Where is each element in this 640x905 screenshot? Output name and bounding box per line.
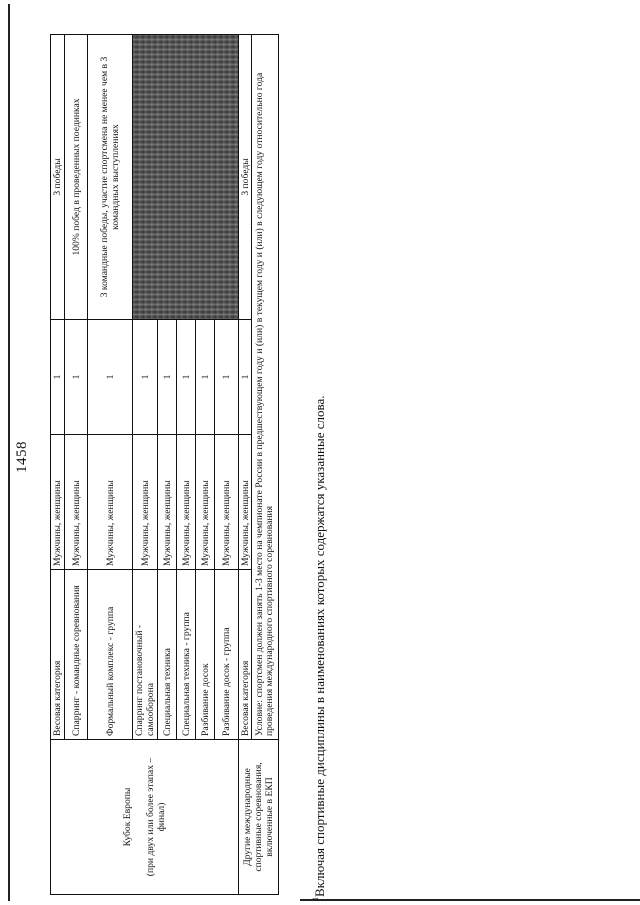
footnote-text: Включая спортивные дисциплины в наименованиях которых содержатся указанные слова. <box>312 395 327 897</box>
result-cell: 3 победы <box>239 35 252 320</box>
gender-cell: Мужчины, женщины <box>65 435 88 570</box>
result-cell: 100% побед в проведенных поединках <box>65 35 88 320</box>
gender-cell: Мужчины, женщины <box>51 435 65 570</box>
count-cell: 1 <box>158 320 177 435</box>
gender-cell: Мужчины, женщины <box>88 435 133 570</box>
discipline-cell: Разбивание досок - группа <box>215 570 239 740</box>
footnote-marker: 1 <box>311 897 320 901</box>
result-cell: 3 командные победы, участие спортсмена не менее чем в 3 командных выступлениях <box>88 35 133 320</box>
rotated-page-content <box>14 35 327 901</box>
count-cell: 1 <box>196 320 215 435</box>
event-europe-cup: Кубок Европы (при двух или более этапах – финал) <box>51 740 239 895</box>
condition-cell: Условие: спортсмен должен занять 1-3 место на чемпионате России в предшествующем году и (или) в текущем году и (или) в следующем году относительно года проведения международного спортивного соревнования <box>252 35 279 740</box>
page-left-border <box>8 4 10 901</box>
footnote <box>312 41 328 901</box>
discipline-cell: Весовая категория <box>51 570 65 740</box>
gender-cell: Мужчины, женщины <box>215 435 239 570</box>
count-cell: 1 <box>177 320 196 435</box>
gender-cell: Мужчины, женщины <box>133 435 158 570</box>
gender-cell: Мужчины, женщины <box>158 435 177 570</box>
count-cell: 1 <box>215 320 239 435</box>
discipline-cell: Весовая категория <box>239 570 252 740</box>
event-other-international: Другие международные спортивные соревнования, включенные в ЕКП <box>239 740 279 895</box>
count-cell: 1 <box>133 320 158 435</box>
count-cell: 1 <box>239 320 252 435</box>
discipline-cell: Спарринг постановочный - самооборона <box>133 570 158 740</box>
discipline-cell: Специальная техника - группа <box>177 570 196 740</box>
gender-cell: Мужчины, женщины <box>177 435 196 570</box>
table-row <box>51 35 65 895</box>
requirements-table <box>50 34 279 895</box>
gender-cell: Мужчины, женщины <box>239 435 252 570</box>
discipline-cell: Спарринг - командные соревнования <box>65 570 88 740</box>
discipline-cell: Разбивание досок <box>196 570 215 740</box>
table-row <box>239 35 252 895</box>
count-cell: 1 <box>65 320 88 435</box>
count-cell: 1 <box>88 320 133 435</box>
discipline-cell: Формальный комплекс - группа <box>88 570 133 740</box>
redacted-shaded-cell <box>133 35 239 320</box>
count-cell: 1 <box>51 320 65 435</box>
result-cell: 3 победы <box>51 35 65 320</box>
page-number: 1458 <box>14 441 30 473</box>
discipline-cell: Специальная техника <box>158 570 177 740</box>
page-bottom-border <box>300 899 640 901</box>
gender-cell: Мужчины, женщины <box>196 435 215 570</box>
